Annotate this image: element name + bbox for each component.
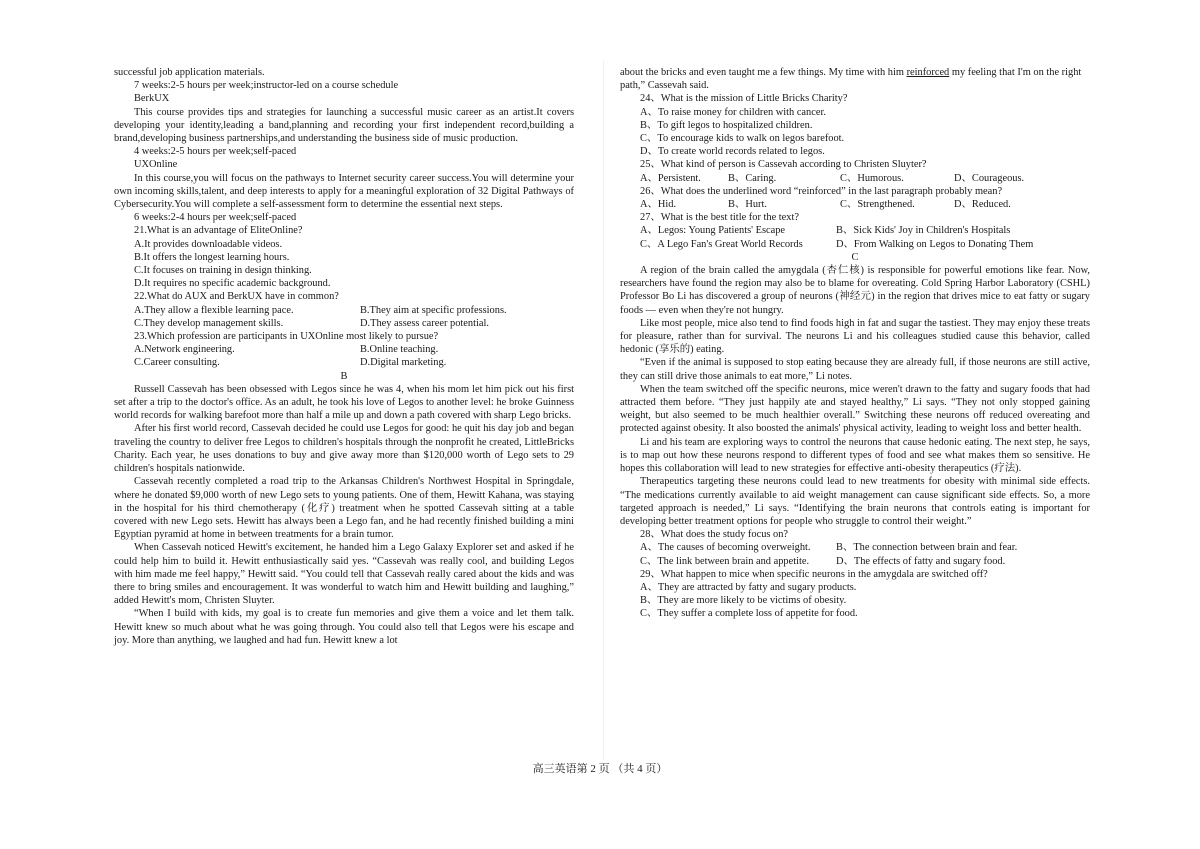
option: C.They develop management skills. — [134, 317, 284, 329]
option: A、Legos: Young Patients' Escape — [640, 225, 786, 237]
option: A、Persistent. — [640, 172, 701, 184]
option: C、The link between brain and appetite. — [640, 555, 810, 567]
option: C、Humorous. — [840, 172, 904, 184]
course-duration: 7 weeks:2-5 hours per week;instructor-led on a course schedule — [134, 80, 399, 92]
options-row — [620, 172, 1090, 185]
option: D、To create world records related to legos. — [640, 146, 825, 158]
option: B、To gift legos to hospitalized children. — [640, 119, 813, 131]
question-28: 28、What does the study focus on? — [640, 529, 789, 541]
course-description: In this course,you will focus on the pathways to Internet security career success.You will determine your own incoming skills,talent, and deep interests to apply for a meaningful exploration of 32 Digital Pathways of Cybersecurity.You will complete a self-assessment form to determine the essential next steps. — [114, 172, 574, 211]
option: A.They allow a flexible learning pace. — [134, 304, 294, 316]
option: B、Caring. — [728, 172, 777, 184]
underlined-word: reinforced — [906, 67, 950, 78]
passage-paragraph: Therapeutics targeting these neurons could lead to new treatments for obesity with minimal side effects. “The medications currently available to aid weight management can cause significant side effects. So, a more targeted approach is needed,” Li says. “Identifying the brain neurons that controls eating is important for developing better treatment options for people who struggle to control their weight.” — [620, 476, 1090, 527]
options-row — [620, 224, 1090, 237]
text-run: about the bricks and even taught me a few things. My time with him — [620, 67, 907, 78]
passage-paragraph: When Cassevah noticed Hewitt's excitement, he handed him a Lego Galaxy Explorer set and asked if he could help him to build it. Hewitt enthusiastically said yes. “Cassevah was really cool, and building Legos with him made me feel happy,” Hewitt said. “You could tell that Cassevah really cared about the kids and was there to bring smiles and encouragement. It was wonderful to watch him and Hewitt building and laughing,” added Hewitt's mom, Christen Sluyter. — [114, 542, 574, 607]
option: C.Career consulting. — [134, 357, 220, 369]
option: B、The connection between brain and fear. — [836, 542, 1018, 554]
option: B、Sick Kids' Joy in Children's Hospitals — [836, 225, 1011, 237]
passage-paragraph: Cassevah recently completed a road trip to the Arkansas Children's Northwest Hospital in Springdale, where he donated $9,000 worth of new Lego sets to young patients. One of them, Hewitt Kahana, was staying in the hospital for his third chemotherapy (化疗) treatment when he spotted Cassevah sitting at a table covered with new Lego sets. Hewitt has always been a Lego fan, and he had recently finished building a mini Egyptian pyramid at home in between treatments for a brain tumor. — [114, 476, 574, 541]
option: B.Online teaching. — [360, 344, 439, 356]
options-row — [620, 198, 1090, 211]
option: C.It focuses on training in design thinking. — [134, 265, 312, 277]
option: C、They suffer a complete loss of appetite for food. — [640, 608, 858, 620]
course-duration: 6 weeks:2-4 hours per week;self-paced — [134, 212, 297, 224]
section-heading-b: B — [340, 370, 348, 382]
option: D、The effects of fatty and sugary food. — [836, 555, 1006, 567]
options-row — [114, 356, 574, 369]
text-run: my feeling that I'm on the right path,” Cassevah said. — [620, 67, 1082, 92]
question-21: 21.What is an advantage of EliteOnline? — [134, 225, 303, 237]
option: C、Strengthened. — [840, 199, 915, 211]
passage-paragraph: When the team switched off the specific neurons, mice weren't drawn to the fatty and sugary foods that had attracted them before. “They just happily ate and stayed healthy,” Li says. “They not only stopped gaining weight, but also seemed to be much healthier overall.” Switching these neurons off reduced overeating and protected against obesity. It also boosted the animals' physical activity, leading to weight loss and better health. — [620, 383, 1090, 435]
option: B.They aim at specific professions. — [360, 304, 507, 316]
option: D.Digital marketing. — [360, 357, 447, 369]
option: D、Reduced. — [954, 199, 1011, 211]
options-row — [620, 238, 1090, 251]
passage-paragraph — [620, 66, 1090, 92]
text-line: successful job application materials. — [114, 67, 265, 78]
option: C、To encourage kids to walk on legos barefoot. — [640, 133, 845, 145]
question-22: 22.What do AUX and BerkUX have in common? — [134, 291, 339, 303]
fold-crease — [603, 60, 604, 760]
option: B.It offers the longest learning hours. — [134, 251, 290, 263]
page-footer: 高三英语第 2 页 （共 4 页） — [532, 763, 668, 775]
course-title: UXOnline — [134, 159, 178, 171]
passage-paragraph: After his first world record, Cassevah decided he could use Legos for good: he quit his day job and began traveling the country to deliver free Legos to children's hospitals through the nonprofit he created, LittleBricks Charity. Each year, he uses donations to buy and give away more than $120,000 worth of Lego sets to 29 children's hospitals nationwide. — [114, 423, 574, 475]
options-row — [114, 317, 574, 330]
option: D.They assess career potential. — [360, 317, 489, 329]
question-27: 27、What is the best title for the text? — [640, 212, 799, 224]
options-row — [620, 541, 1090, 554]
option: B、They are more likely to be victims of obesity. — [640, 595, 847, 607]
question-25: 25、What kind of person is Cassevah according to Christen Sluyter? — [640, 159, 927, 171]
option: A、Hid. — [640, 199, 677, 211]
option: D、From Walking on Legos to Donating Them — [836, 238, 1034, 250]
options-row — [114, 343, 574, 356]
option: A.Network engineering. — [134, 344, 235, 356]
course-duration: 4 weeks:2-5 hours per week;self-paced — [134, 146, 297, 158]
passage-paragraph: Like most people, mice also tend to find foods high in fat and sugar the tastiest. They may enjoy these treats for pleasure, rather than for survival. The neurons Li and his colleagues studied cause this behavior, called hedonic (享乐的) eating. — [620, 317, 1090, 356]
option: B、Hurt. — [728, 199, 767, 211]
section-heading-c: C — [851, 251, 859, 263]
course-description: This course provides tips and strategies for launching a successful music career as an artist.It covers developing your identity,leading a band,planning and recording your first independent record,building a brand,developing business partnerships,and understanding the business side of music production. — [114, 106, 574, 145]
question-23: 23.Which profession are participants in UXOnline most likely to pursue? — [134, 331, 439, 343]
question-24: 24、What is the mission of Little Bricks Charity? — [640, 93, 848, 105]
options-row — [114, 304, 574, 317]
option: A、The causes of becoming overweight. — [640, 542, 811, 554]
passage-paragraph: A region of the brain called the amygdala (杏仁核) is responsible for powerful emotions like fear. Now, researchers have found the region may also be to blame for overeating. Cold Spring Harbor Laboratory (CSHL) Professor Bo Li has discovered a group of neurons (神经元) in the region that drives mice to eat fatty or sugary foods — even when they're not hungry. — [620, 265, 1090, 316]
option: C、A Lego Fan's Great World Records — [640, 238, 803, 250]
passage-paragraph: Russell Cassevah has been obsessed with Legos since he was 4, when his mom let him pick out his first set after a trip to the doctor's office. As an adult, he took his love of Legos to another level: he broke Guinness world records for walking barefoot more than half a mile up and down a path covered with sharp Lego bricks. — [114, 383, 574, 422]
option: A、They are attracted by fatty and sugary products. — [640, 581, 857, 593]
passage-paragraph: “Even if the animal is supposed to stop eating because they are already full, if those neurons are still active, they can still drive those animals to eat more,” Li notes. — [620, 357, 1090, 382]
options-row — [620, 555, 1090, 568]
right-column — [620, 66, 1090, 621]
passage-paragraph: Li and his team are exploring ways to control the neurons that cause hedonic eating. The next step, he says, is to map out how these neurons respond to different types of food and see what makes them so sensitive. He hopes this collaboration will lead to new strategies for effective anti-obesity therapeutics (疗法). — [620, 436, 1090, 475]
option: A、To raise money for children with cancer. — [640, 106, 826, 118]
passage-paragraph: “When I build with kids, my goal is to create fun memories and give them a voice and let them talk. Hewitt knew so much about what he was going through. You could also tell that Legos were his escape and joy. More than anything, we laughed and had fun. Hewitt knew a lot — [114, 608, 574, 646]
question-29: 29、What happen to mice when specific neurons in the amygdala are switched off? — [640, 568, 988, 580]
course-title: BerkUX — [134, 93, 170, 105]
option: D.It requires no specific academic background. — [134, 278, 331, 290]
option: A.It provides downloadable videos. — [134, 238, 283, 250]
option: D、Courageous. — [954, 172, 1025, 184]
left-column — [114, 66, 574, 647]
question-26: 26、What does the underlined word “reinforced” in the last paragraph probably mean? — [640, 185, 1003, 197]
